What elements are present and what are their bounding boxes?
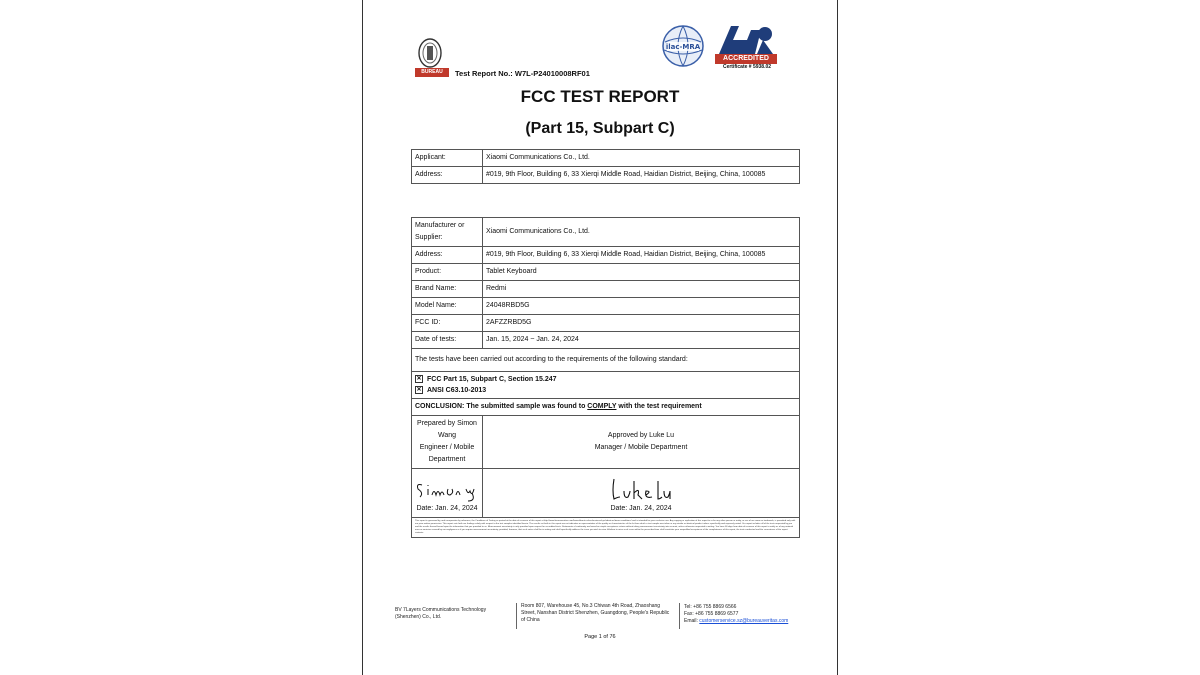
test-dates-label: Date of tests:	[412, 332, 483, 349]
approved-by: Approved by Luke Lu	[607, 432, 675, 439]
model-label: Model Name:	[412, 298, 483, 315]
footer-contact	[684, 604, 814, 625]
conclusion-prefix: CONCLUSION: The submitted sample was found to	[415, 403, 588, 410]
prepared-signature-cell	[412, 469, 483, 518]
table-row	[412, 281, 800, 298]
prepared-signature-icon	[412, 475, 482, 503]
prepared-by-cell	[412, 416, 483, 469]
conclusion	[412, 399, 800, 416]
table-row	[412, 332, 800, 349]
applicant-label: Applicant:	[412, 150, 483, 167]
fcc-id-value: 2AFZZRBD5G	[483, 315, 800, 332]
prepared-date: Date: Jan. 24, 2024	[416, 505, 478, 512]
standard-item-2: ANSI C63.10-2013	[427, 387, 487, 394]
report-page	[362, 0, 838, 675]
svg-text:ilac-MRA: ilac-MRA	[665, 43, 701, 51]
table-row	[412, 518, 800, 538]
product-value: Tablet Keyboard	[483, 264, 800, 281]
applicant-address-value: #019, 9th Floor, Building 6, 33 Xierqi Middle Road, Haidian District, Beijing, China, 100085	[483, 167, 800, 184]
accredited-label: ACCREDITED	[723, 55, 769, 62]
standard-item	[415, 385, 796, 396]
table-row	[412, 247, 800, 264]
lab-tag: BUREAU VERITAS	[415, 68, 449, 77]
report-subtitle: (Part 15, Subpart C)	[525, 120, 675, 137]
standards-list	[412, 372, 800, 399]
footer-email-line	[684, 618, 814, 625]
table-row	[412, 218, 800, 247]
certificate-number: Certificate # 5938.02	[722, 64, 772, 70]
table-row	[412, 469, 800, 518]
table-row	[412, 315, 800, 332]
brand-value: Redmi	[483, 281, 800, 298]
checkbox-checked-icon: ✕	[416, 387, 422, 394]
prepared-role: Engineer / Mobile Department	[419, 444, 475, 463]
checkbox-checked-icon: ✕	[416, 376, 422, 383]
fcc-id-label: FCC ID:	[412, 315, 483, 332]
footer-tel: Tel: +86 755 8869 6566	[684, 604, 737, 610]
conclusion-suffix: with the test requirement	[616, 403, 702, 410]
test-dates-value: Jan. 15, 2024 ~ Jan. 24, 2024	[483, 332, 800, 349]
footer-email-link[interactable]: customerservice.sz@bureauveritas.com	[699, 618, 789, 624]
footer-divider	[516, 603, 517, 629]
manufacturer-address-label: Address:	[412, 247, 483, 264]
page-number: Page 1 of 76	[584, 634, 616, 640]
table-row	[412, 298, 800, 315]
model-value: 24048RBD5G	[483, 298, 800, 315]
table-row	[412, 167, 800, 184]
applicant-value: Xiaomi Communications Co., Ltd.	[483, 150, 800, 167]
footer-company: BV 7Layers Communications Technology (Shenzhen) Co., Ltd.	[395, 607, 487, 620]
manufacturer-value: Xiaomi Communications Co., Ltd.	[483, 218, 800, 247]
approved-role: Manager / Mobile Department	[594, 444, 688, 451]
product-label: Product:	[412, 264, 483, 281]
approved-date: Date: Jan. 24, 2024	[610, 505, 672, 512]
disclaimer-text: This report is governed by, and incorporates by reference, the Conditions of Testing as posted at the date of issuance of this report at http://www.bureauveritas.com/home/about-us/our-business/cps/about-us/terms-conditions/ and is intended for your exclusive use. Any copying or replication of this report to or for any other person or entity, or use of our name or trademark, is permitted only with our prior written permission. This report sets forth our findings solely with respect to the test samples identified herein. The results set forth in this report are not indicative or representative of the quality or characteristics of the lot from which a test sample was taken or any similar or identical product unless specifically and expressly noted. Our report includes all of the tests requested by you and the results thereof based upon the information that you provided to us. Measurement uncertainty is only provided upon request for accredited tests. Statements of conformity are based on simple acceptance criteria without taking measurement uncertainty into account, unless otherwise requested in writing. You have 60 days from date of issuance of this report to notify us of any material error or omission caused by our negligence or if you require measurement uncertainty; provided, however, that such notice shall be in writing and shall specifically address the issue you wish to raise. A failure to raise such issue within the prescribed time shall constitute your unqualified acceptance of the completeness of this report, the tests conducted and the correctness of the report contents.	[412, 518, 800, 538]
table-row	[412, 416, 800, 469]
report-title: FCC TEST REPORT	[520, 87, 680, 106]
applicant-table	[411, 149, 800, 184]
footer-address: Room 807, Warehouse 45, No.3 Chiwan 4th Road, Zhaoshang Street, Nanshan District Shenzhen, Guangdong, People's Republic of China	[521, 603, 670, 623]
table-row	[412, 349, 800, 372]
applicant-address-label: Address:	[412, 167, 483, 184]
footer-fax: Fax: +86 755 8869 6577	[684, 611, 739, 617]
table-row	[412, 264, 800, 281]
table-row	[412, 399, 800, 416]
footer-divider	[679, 603, 680, 629]
ilac-mra-logo-icon	[661, 24, 705, 68]
approved-signature-cell	[483, 469, 800, 518]
footer-email-label: Email:	[684, 618, 700, 624]
manufacturer-label: Manufacturer or Supplier:	[412, 218, 483, 247]
approved-by-cell	[483, 416, 800, 469]
brand-label: Brand Name:	[412, 281, 483, 298]
prepared-by: Prepared by Simon Wang	[417, 420, 477, 439]
standard-item-1: FCC Part 15, Subpart C, Section 15.247	[427, 376, 557, 383]
report-number: Test Report No.: W7L-P24010008RF01	[455, 69, 590, 78]
approved-signature-icon	[606, 475, 676, 505]
standard-item	[415, 374, 796, 385]
manufacturer-address-value: #019, 9th Floor, Building 6, 33 Xierqi Middle Road, Haidian District, Beijing, China, 100085	[483, 247, 800, 264]
product-table	[411, 217, 800, 538]
standards-intro: The tests have been carried out according to the requirements of the following standard:	[412, 349, 800, 372]
table-row	[412, 150, 800, 167]
table-row	[412, 372, 800, 399]
conclusion-keyword: COMPLY	[587, 403, 617, 410]
